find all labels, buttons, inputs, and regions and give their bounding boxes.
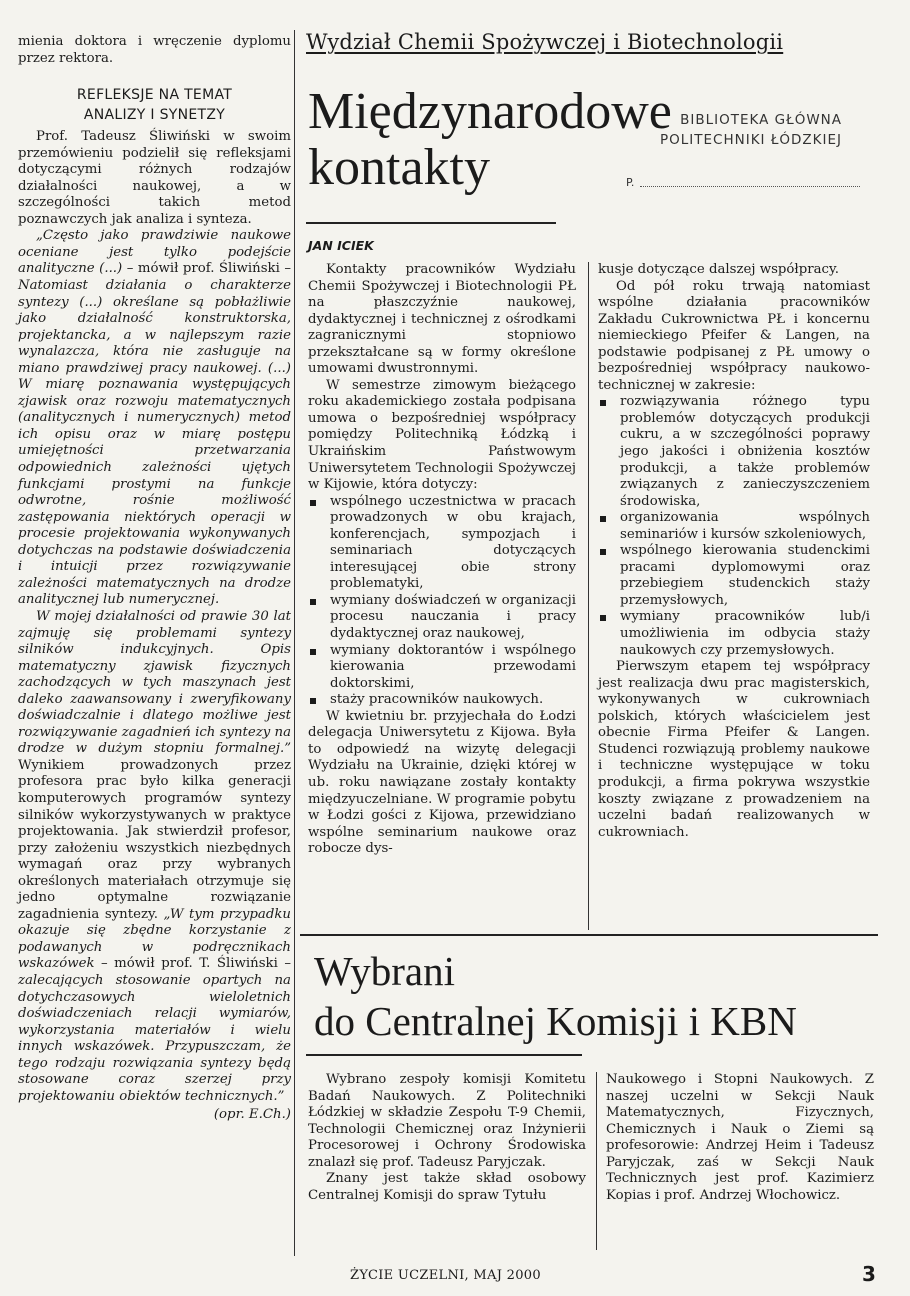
quote-italic-b: Natomiast działania o charakterze syntezy (...) określane są pobłażliwie jako działalność konstruktorska, projektancka, a w najlepszym razie wynalazcza, która nie zasługuje na miano prawdziwej pracy naukowej. (...) W miarę poznawania występujących zjawisk oraz rozwoju matematycznych (analitycznych i numerycznych) metod ich opisu oraz w miarę postępu umiejętności przetwarzania odpowiednich zależności ujętych funkcjami prostymi na funkcje odwrotne, rośnie możliwość zastępowania niektórych operacji w procesie projektowania wykonywanych dotychczas na podstawie doświadczenia i intuicji przez rozwiązywanie zależności matematycznych na drodze analitycznej lub numerycznej. [18,278,291,608]
author-rule [306,222,556,224]
article2-paragraph-3: Naukowego i Stopni Naukowych. Z naszej uczelni w Sekcji Nauk Matematycznych, Fizycznych, Chemicznych i Nauk o Ziemi są profesorowie: Andrzej Heim i Tadeusz Paryjczak, zaś w Sekcji Nauk Technicznych jest prof. Kazimierz Kopias i prof. Andrzej Włochowicz. [606,1072,874,1203]
plain-text-d: – mówił prof. T. Śliwiński – [94,956,291,972]
quote-italic-a: „Często jako prawdziwie naukowe oceniane jest tylko podejście analityczne (...) [18,228,291,277]
paragraph-3 [18,609,291,1105]
stamp-dotted-line [640,186,860,187]
article1-paragraph-5: Od pół roku trwają natomiast wspólne działania pracowników Zakładu Cukrownictwa PŁ i koncernu niemieckiego Pfeifer & Langen, na podstawie podpisanej z PŁ umowy o bezpośredniej współpracy naukowo-technicznej w zakresie: [598,278,870,393]
library-stamp [660,110,842,150]
list-item: wspólnego uczestnictwa w pracach prowadzonych w obu krajach, konferencjach, sympozjach i seminariach dotyczących interesującej obie strony problematyki, [308,494,576,593]
article1-bullet-list-1 [308,494,576,709]
list-item: wspólnego kierowania studenckimi pracami dyplomowymi oraz przebiegiem studenckich staży przemysłowych, [598,543,870,609]
author-name: JAN ICIEK [308,238,374,253]
stamp-line-1: BIBLIOTEKA GŁÓWNA [680,112,843,128]
article-separator [300,934,878,936]
article2-paragraph-1: Wybrano zespoły komisji Komitetu Badań Naukowych. Z Politechniki Łódzkiej w składzie Zespołu T-9 Chemii, Technologii Chemicznej oraz Inżynierii Procesorowej i Ochrony Środowiska znalazł się prof. Tadeusz Paryjczak. [308,1072,586,1170]
list-item: rozwiązywania różnego typu problemów dotyczących produkcji cukru, a w szczególności poprawy jego jakości i obniżenia kosztów produkcji, a także problemów związanych z zanieczyszczeniem środowiska, [598,394,870,510]
article2-column-divider [596,1072,597,1250]
headline-elected [314,946,797,1046]
list-item: staży pracowników naukowych. [308,692,576,709]
plain-text-c: Wynikiem prowadzonych przez profesora prac było kilka generacji komputerowych programów syntezy silników wykorzystywanych w praktyce projektowania. Jak stwierdził profesor, przy założeniu wszystkich niezbędnych wymagań oraz przy wybranych określonych materiałach otrzymuje się jedno optymalne rozwiązanie zagadnienia syntezy. [18,757,291,922]
article1-bullet-list-2 [598,394,870,659]
article1-paragraph-6: Pierwszym etapem tej współpracy jest realizacja dwu prac magisterskich, wykonywanych w cukrowniach polskich, których właścicielem jest obecnie Firma Pfeifer & Langen. Studenci rozwiązują problemy naukowe i techniczne występujące w toku produkcji, a firma pokrywa wszystkie koszty związane z prowadzeniem na uczelni badań realizowanych w cukrowniach. [598,659,870,840]
list-item: wymiany doświadczeń w organizacji procesu nauczania i pracy dydaktycznej oraz naukowej, [308,593,576,643]
left-column [18,34,291,1124]
quote-plain-a: – mówił prof. Śliwiński – [122,261,292,277]
stamp-line-2: POLITECHNIKI ŁÓDZKIEJ [660,132,843,148]
article1-paragraph-2: W semestrze zimowym bieżącego roku akademickiego została podpisana umowa o bezpośredniej współpracy pomiędzy Politechniką Łódzką i Ukraińskim Państwowym Uniwersytetem Technologii Spożywczej w Kijowie, która dotyczy: [308,377,576,493]
footer-publication: ŻYCIE UCZELNI, MAJ 2000 [350,1268,541,1283]
page-number: 3 [862,1262,876,1286]
article1-paragraph-4: kusje dotyczące dalszej współpracy. [598,262,839,277]
intro-text: mienia doktora i wręczenie dyplomu przez rektora. [18,34,291,66]
list-item: wymiany doktorantów i wspólnego kierowania przewodami doktorskimi, [308,643,576,693]
headline2-line-2: do Centralnej Komisji i KBN [314,998,797,1044]
list-item: wymiany pracowników lub/i umożliwienia im odbycia staży naukowych czy przemysłowych. [598,609,870,659]
section-title-line-2: ANALIZY I SYNETZY [83,107,226,124]
paragraph-2 [18,228,291,609]
article1-middle-column [308,262,576,858]
headline-international-contacts [308,84,672,196]
column-divider [294,30,295,1256]
article1-paragraph-3: W kwietniu br. przyjechała do Łodzi delegacja Uniwersytetu z Kijowa. Była to odpowiedź na wizytę delegacji Wydziału na Ukrainie, dzięki której w ub. roku nawiązane zostały kontakty międzyuczelniane. W programie pobytu w Łodzi gości z Kijowa, przewidziano wspólne seminarium naukowe oraz robocze dys- [308,708,576,857]
article1-right-column [598,262,870,841]
paragraph-1: Prof. Tadeusz Śliwiński w swoim przemówieniu podzielił się refleksjami dotyczącymi różnych rodzajów działalności naukowej, a w szczególności takich metod poznawczych jak analiza i synteza. [18,129,291,227]
section-title-line-1: REFLEKSJE NA TEMAT [76,87,233,104]
headline2-line-1: Wybrani [314,948,455,994]
article2-paragraph-2: Znany jest także skład osobowy Centralnej Komisji do spraw Tytułu [308,1171,586,1203]
quote-italic-d: „W tym przypadku okazuje się zbędne korzystanie z podawanych w podręcznikach wskazówek [18,906,291,972]
department-header: Wydział Chemii Spożywczej i Biotechnologii [306,30,784,54]
stamp-p-label: P. [626,176,635,189]
signature: (opr. E.Ch.) [213,1107,291,1123]
headline-line-1: Międzynarodowe [308,83,672,140]
quote-italic-e: zalecających stosowanie opartych na dotychczasowych wieloletnich doświadczeniach relacji wymiarów, wykorzystania materiałów i wielu innych wskazówek. Przypuszczam, że tego rodzaju rozwiązania syntezy będą stosowane coraz szerzej przy projektowaniu obiektów technicznych.” [18,972,291,1104]
quote-italic-c: W mojej działalności od prawie 30 lat zajmuję się problemami syntezy silników indukcyjnych. Opis matematyczny zjawisk fizycznych zachodzących w tych maszynach jest daleko zaawansowany i zweryfikowany doświadczalnie i dlatego możliwe jest rozwiązywanie zagadnień ich syntezy na drodze w dużym stopniu formalnej.” [18,608,291,757]
section-title [18,85,291,125]
headline-line-2: kontakty [308,139,490,196]
list-item: organizowania wspólnych seminariów i kursów szkoleniowych, [598,510,870,543]
article1-column-divider [588,262,589,930]
article2-middle-column [308,1072,586,1204]
article2-rule [306,1054,582,1056]
article1-paragraph-1: Kontakty pracowników Wydziału Chemii Spożywczej i Biotechnologii PŁ na płaszczyźnie naukowej, dydaktycznej i technicznej z ośrodkami zagranicznymi stopniowo przekształcane są w formy określone umowami dwustronnymi. [308,262,576,377]
article2-right-column [606,1072,874,1204]
